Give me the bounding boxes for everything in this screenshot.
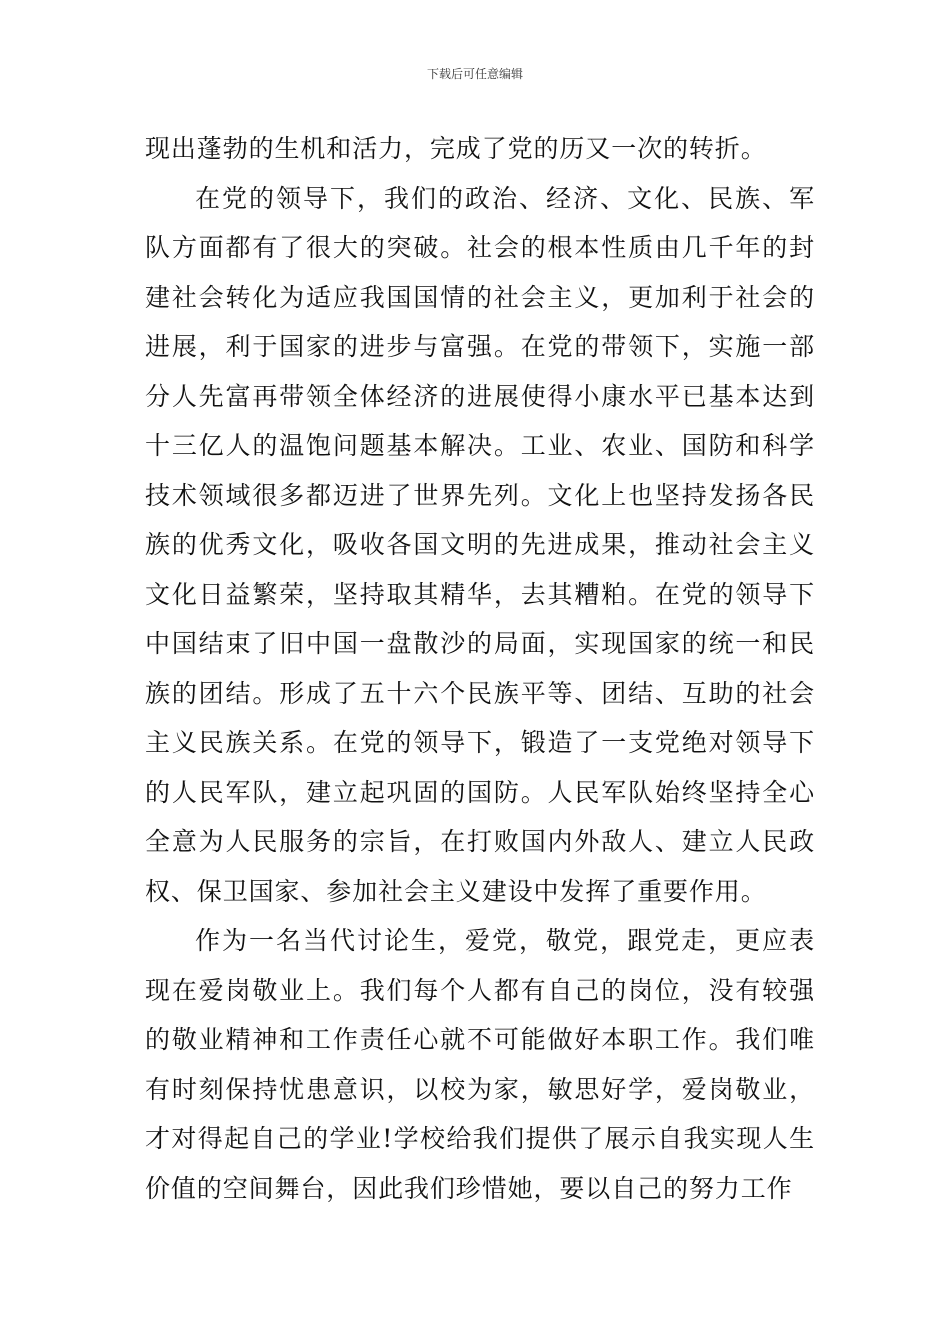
paragraph-1: 现出蓬勃的生机和活力，完成了党的历又一次的转折。 <box>145 134 767 163</box>
document-body <box>145 124 815 1213</box>
page-header: 下载后可任意编辑 <box>426 67 523 81</box>
paragraph-3: 作为一名当代讨论生，爱党，敬党，跟党走，更应表现在爱岗敬业上。我们每个人都有自己的岗位，没有较强的敬业精神和工作责任心就不可能做好本职工作。我们唯有时刻保持忧患意识，以校为家，敏思好学，爱岗敬业，才对得起自己的学业!学校给我们提供了展示自我实现人生价值的空间舞台，因此我们珍惜她，要以自己的努力工作 <box>145 926 815 1203</box>
paragraph-2: 在党的领导下，我们的政治、经济、文化、民族、军队方面都有了很大的突破。社会的根本性质由几千年的封建社会转化为适应我国国情的社会主义，更加利于社会的进展，利于国家的进步与富强。在党的带领下，实施一部分人先富再带领全体经济的进展使得小康水平已基本达到十三亿人的温饱问题基本解决。工业、农业、国防和科学技术领域很多都迈进了世界先列。文化上也坚持发扬各民族的优秀文化，吸收各国文明的先进成果，推动社会主义文化日益繁荣，坚持取其精华，去其糟粕。在党的领导下中国结束了旧中国一盘散沙的局面，实现国家的统一和民族的团结。形成了五十六个民族平等、团结、互助的社会主义民族关系。在党的领导下，锻造了一支党绝对领导下的人民军队，建立起巩固的国防。人民军队始终坚持全心全意为人民服务的宗旨，在打败国内外敌人、建立人民政权、保卫国家、参加社会主义建设中发挥了重要作用。 <box>145 183 815 906</box>
